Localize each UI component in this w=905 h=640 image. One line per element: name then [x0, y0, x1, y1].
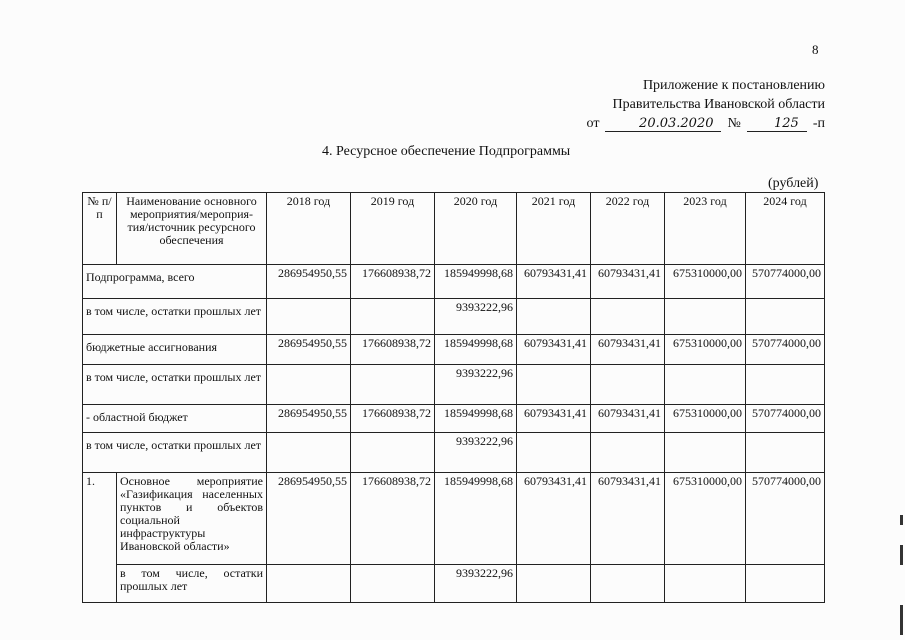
row-label: в том числе, остатки прошлых лет	[83, 299, 267, 335]
scan-mark	[900, 515, 903, 525]
value-cell: 60793431,41	[591, 335, 665, 365]
col-header-name: Наименование основного мероприятия/мероприя-тия/источник ресурсного обеспечения	[117, 193, 267, 265]
table-row	[83, 365, 825, 405]
col-header-year: 2024 год	[746, 193, 825, 265]
col-header-year: 2022 год	[591, 193, 665, 265]
value-cell: 675310000,00	[665, 405, 746, 433]
value-cell	[267, 433, 351, 473]
row-label: - областной бюджет	[83, 405, 267, 433]
value-cell: 286954950,55	[267, 335, 351, 365]
number-suffix: -п	[812, 116, 825, 131]
table-row	[83, 265, 825, 299]
activity-sub-label: в том числе, остатки прошлых лет	[117, 565, 267, 603]
value-cell	[665, 365, 746, 405]
value-cell: 60793431,41	[517, 265, 591, 299]
value-cell: 9393222,96	[435, 565, 517, 603]
value-cell	[746, 365, 825, 405]
value-cell: 60793431,41	[517, 473, 591, 565]
col-header-year: 2020 год	[435, 193, 517, 265]
value-cell: 176608938,72	[351, 473, 435, 565]
value-cell: 60793431,41	[517, 335, 591, 365]
value-cell: 60793431,41	[591, 405, 665, 433]
value-cell	[267, 299, 351, 335]
value-cell: 60793431,41	[517, 405, 591, 433]
value-cell: 570774000,00	[746, 473, 825, 565]
value-cell: 570774000,00	[746, 265, 825, 299]
row-label: Подпрограмма, всего	[83, 265, 267, 299]
value-cell: 675310000,00	[665, 265, 746, 299]
value-cell: 675310000,00	[665, 473, 746, 565]
header-date-number	[505, 114, 825, 133]
number-prefix: №	[727, 116, 741, 131]
value-cell	[267, 565, 351, 603]
value-cell: 60793431,41	[591, 473, 665, 565]
value-cell	[591, 365, 665, 405]
col-header-num: № п/п	[83, 193, 117, 265]
header-row	[83, 193, 825, 265]
value-cell: 185949998,68	[435, 265, 517, 299]
value-cell: 286954950,55	[267, 405, 351, 433]
value-cell: 570774000,00	[746, 335, 825, 365]
value-cell: 60793431,41	[591, 265, 665, 299]
value-cell	[351, 365, 435, 405]
value-cell: 185949998,68	[435, 335, 517, 365]
table-row	[83, 335, 825, 365]
handwritten-date: 20.03.2020	[605, 117, 721, 132]
value-cell	[267, 365, 351, 405]
units-label: (рублей)	[768, 176, 819, 191]
activity-row	[83, 473, 825, 565]
page-number: 8	[812, 42, 819, 57]
value-cell	[517, 565, 591, 603]
value-cell	[591, 299, 665, 335]
section-title: 4. Ресурсное обеспечение Подпрограммы	[322, 144, 571, 159]
value-cell: 9393222,96	[435, 365, 517, 405]
value-cell: 185949998,68	[435, 473, 517, 565]
col-header-year: 2019 год	[351, 193, 435, 265]
row-label: в том числе, остатки прошлых лет	[83, 365, 267, 405]
value-cell	[665, 565, 746, 603]
value-cell	[746, 565, 825, 603]
value-cell	[591, 565, 665, 603]
header-line-1: Приложение к постановлению	[642, 78, 825, 93]
value-cell	[591, 433, 665, 473]
value-cell	[746, 299, 825, 335]
value-cell: 675310000,00	[665, 335, 746, 365]
resource-table	[82, 192, 825, 603]
value-cell	[351, 433, 435, 473]
value-cell	[351, 299, 435, 335]
value-cell: 570774000,00	[746, 405, 825, 433]
table-row	[83, 405, 825, 433]
handwritten-number: 125	[747, 117, 807, 132]
value-cell	[665, 433, 746, 473]
date-prefix: от	[586, 116, 600, 131]
activity-number: 1.	[83, 473, 117, 603]
row-label: бюджетные ассигнования	[83, 335, 267, 365]
value-cell	[517, 299, 591, 335]
col-header-year: 2023 год	[665, 193, 746, 265]
table-row	[83, 433, 825, 473]
value-cell	[665, 299, 746, 335]
row-label: в том числе, остатки прошлых лет	[83, 433, 267, 473]
value-cell: 185949998,68	[435, 405, 517, 433]
value-cell: 9393222,96	[435, 433, 517, 473]
value-cell	[351, 565, 435, 603]
col-header-year: 2021 год	[517, 193, 591, 265]
header-line-2: Правительства Ивановской области	[612, 97, 825, 112]
value-cell	[746, 433, 825, 473]
value-cell	[517, 433, 591, 473]
activity-name: Основное мероприятие «Газификация населенных пунктов и объектов социальной инфраструктуры Ивановской области»	[117, 473, 267, 565]
value-cell: 176608938,72	[351, 335, 435, 365]
scan-mark	[900, 605, 903, 635]
document-header	[505, 76, 825, 133]
value-cell: 286954950,55	[267, 265, 351, 299]
activity-sub-row	[83, 565, 825, 603]
value-cell: 176608938,72	[351, 265, 435, 299]
value-cell: 176608938,72	[351, 405, 435, 433]
value-cell: 9393222,96	[435, 299, 517, 335]
value-cell	[517, 365, 591, 405]
table-row	[83, 299, 825, 335]
col-header-year: 2018 год	[267, 193, 351, 265]
scan-mark	[900, 545, 903, 565]
value-cell: 286954950,55	[267, 473, 351, 565]
